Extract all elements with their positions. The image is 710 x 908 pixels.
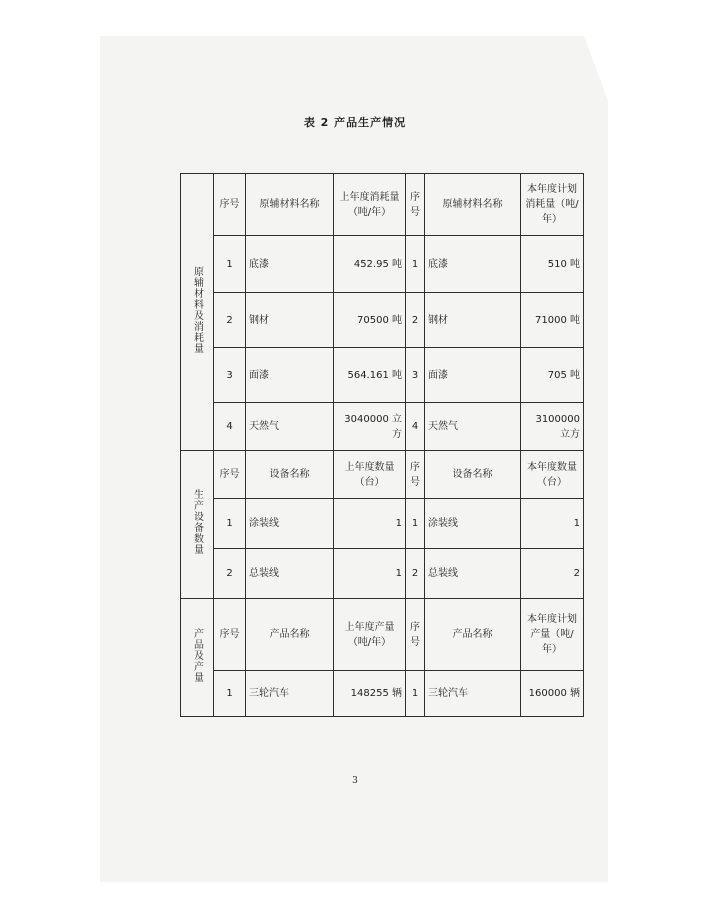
col-header-no: 序号 bbox=[214, 174, 246, 236]
col-header-name-2: 产品名称 bbox=[425, 599, 521, 671]
col-header-last-year: 上年度数量（台） bbox=[334, 451, 406, 499]
col-header-name-2: 设备名称 bbox=[425, 451, 521, 499]
cell-name-2: 天然气 bbox=[425, 403, 521, 451]
col-header-name-2: 原辅材料名称 bbox=[425, 174, 521, 236]
cell-name: 面漆 bbox=[246, 348, 334, 403]
cell-last-year: 1 bbox=[334, 549, 406, 599]
cell-last-year: 452.95 吨 bbox=[334, 236, 406, 293]
col-header-no-2: 序号 bbox=[406, 599, 425, 671]
cell-no-2: 3 bbox=[406, 348, 425, 403]
equipment-header-row bbox=[181, 451, 584, 499]
col-header-this-year: 本年度数量（台） bbox=[521, 451, 584, 499]
cell-this-year: 705 吨 bbox=[521, 348, 584, 403]
cell-no-2: 1 bbox=[406, 236, 425, 293]
cell-no: 1 bbox=[214, 499, 246, 549]
products-section-label: 产品及产量 bbox=[181, 599, 214, 717]
table-row bbox=[181, 671, 584, 717]
cell-name-2: 涂装线 bbox=[425, 499, 521, 549]
table-row bbox=[181, 499, 584, 549]
cell-last-year: 3040000 立方 bbox=[334, 403, 406, 451]
col-header-no-2: 序号 bbox=[406, 451, 425, 499]
cell-name: 钢材 bbox=[246, 293, 334, 348]
materials-section-label: 原辅材料及消耗量 bbox=[181, 174, 214, 451]
cell-last-year: 148255 辆 bbox=[334, 671, 406, 717]
page-fold-corner bbox=[584, 36, 610, 106]
cell-name-2: 底漆 bbox=[425, 236, 521, 293]
cell-this-year: 510 吨 bbox=[521, 236, 584, 293]
col-header-name: 产品名称 bbox=[246, 599, 334, 671]
col-header-name: 设备名称 bbox=[246, 451, 334, 499]
col-header-this-year: 本年度计划消耗量（吨/年） bbox=[521, 174, 584, 236]
table-row bbox=[181, 236, 584, 293]
col-header-last-year: 上年度产量（吨/年） bbox=[334, 599, 406, 671]
equipment-section-label: 生产设备数量 bbox=[181, 451, 214, 599]
cell-this-year: 160000 辆 bbox=[521, 671, 584, 717]
table-row bbox=[181, 403, 584, 451]
cell-name: 天然气 bbox=[246, 403, 334, 451]
cell-no: 3 bbox=[214, 348, 246, 403]
page-number: 3 bbox=[352, 776, 358, 786]
col-header-name: 原辅材料名称 bbox=[246, 174, 334, 236]
cell-last-year: 1 bbox=[334, 499, 406, 549]
col-header-last-year: 上年度消耗量（吨/年） bbox=[334, 174, 406, 236]
table-row bbox=[181, 293, 584, 348]
cell-last-year: 70500 吨 bbox=[334, 293, 406, 348]
cell-no: 4 bbox=[214, 403, 246, 451]
products-header-row bbox=[181, 599, 584, 671]
table-title: 表 2 产品生产情况 bbox=[303, 116, 407, 129]
cell-name-2: 面漆 bbox=[425, 348, 521, 403]
cell-no: 2 bbox=[214, 293, 246, 348]
cell-name: 总装线 bbox=[246, 549, 334, 599]
cell-no-2: 1 bbox=[406, 499, 425, 549]
cell-no: 1 bbox=[214, 671, 246, 717]
cell-this-year: 3100000 立方 bbox=[521, 403, 584, 451]
col-header-no: 序号 bbox=[214, 451, 246, 499]
cell-this-year: 1 bbox=[521, 499, 584, 549]
cell-no: 1 bbox=[214, 236, 246, 293]
cell-no-2: 1 bbox=[406, 671, 425, 717]
cell-name-2: 总装线 bbox=[425, 549, 521, 599]
materials-header-row bbox=[181, 174, 584, 236]
col-header-no-2: 序号 bbox=[406, 174, 425, 236]
col-header-no: 序号 bbox=[214, 599, 246, 671]
cell-no-2: 2 bbox=[406, 293, 425, 348]
cell-last-year: 564.161 吨 bbox=[334, 348, 406, 403]
cell-name-2: 钢材 bbox=[425, 293, 521, 348]
cell-no: 2 bbox=[214, 549, 246, 599]
table-row bbox=[181, 348, 584, 403]
cell-this-year: 2 bbox=[521, 549, 584, 599]
cell-no-2: 4 bbox=[406, 403, 425, 451]
cell-this-year: 71000 吨 bbox=[521, 293, 584, 348]
cell-no-2: 2 bbox=[406, 549, 425, 599]
cell-name: 涂装线 bbox=[246, 499, 334, 549]
cell-name-2: 三轮汽车 bbox=[425, 671, 521, 717]
col-header-this-year: 本年度计划产量（吨/年） bbox=[521, 599, 584, 671]
production-table bbox=[180, 173, 584, 717]
table-row bbox=[181, 549, 584, 599]
cell-name: 三轮汽车 bbox=[246, 671, 334, 717]
cell-name: 底漆 bbox=[246, 236, 334, 293]
